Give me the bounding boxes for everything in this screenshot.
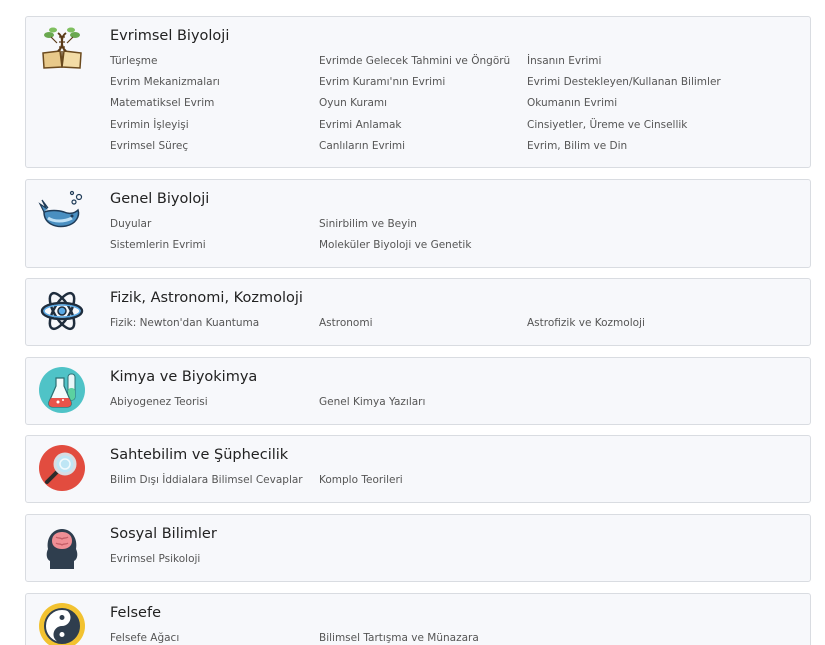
topic-link[interactable]: Bilimsel Tartışma ve Münazara xyxy=(319,632,479,644)
evolution-book-dna-icon xyxy=(38,25,86,73)
topic-link[interactable]: Matematiksel Evrim xyxy=(110,97,215,109)
category-title[interactable]: Fizik, Astronomi, Kozmoloji xyxy=(110,290,303,306)
magnifier-icon xyxy=(38,444,86,492)
topic-link[interactable]: Genel Kimya Yazıları xyxy=(319,396,426,408)
topic-link[interactable]: Evrim, Bilim ve Din xyxy=(527,140,628,152)
category-title[interactable]: Sosyal Bilimler xyxy=(110,526,217,542)
topic-link[interactable]: Moleküler Biyoloji ve Genetik xyxy=(319,239,472,251)
category-card-sahtebilim xyxy=(25,435,811,503)
category-card-evrimsel-biyoloji xyxy=(25,16,811,168)
yin-yang-icon xyxy=(38,602,86,645)
topic-link[interactable]: Okumanın Evrimi xyxy=(527,97,618,109)
category-card-kimya xyxy=(25,357,811,425)
category-card-genel-biyoloji xyxy=(25,179,811,268)
topic-link[interactable]: Evrimi Destekleyen/Kullanan Bilimler xyxy=(527,76,721,88)
topic-link[interactable]: Komplo Teorileri xyxy=(319,474,403,486)
category-card-sosyal-bilimler xyxy=(25,514,811,582)
category-title[interactable]: Genel Biyoloji xyxy=(110,191,210,207)
whale-icon xyxy=(38,188,86,236)
topic-link[interactable]: Astronomi xyxy=(319,317,373,329)
topic-link[interactable]: Evrimin İşleyişi xyxy=(110,119,189,131)
topic-link[interactable]: İnsanın Evrimi xyxy=(527,55,602,67)
topic-link[interactable]: Evrimde Gelecek Tahmini ve Öngörü xyxy=(319,55,511,67)
chemistry-flask-icon xyxy=(38,366,86,414)
category-title[interactable]: Evrimsel Biyoloji xyxy=(110,28,230,44)
topic-link[interactable]: Fizik: Newton'dan Kuantuma xyxy=(110,317,260,329)
category-title[interactable]: Kimya ve Biyokimya xyxy=(110,369,258,385)
topic-link[interactable]: Duyular xyxy=(110,218,152,230)
topic-link[interactable]: Sinirbilim ve Beyin xyxy=(319,218,417,230)
topic-link[interactable]: Evrimsel Psikoloji xyxy=(110,553,201,565)
topic-link[interactable]: Oyun Kuramı xyxy=(319,97,388,109)
topic-link[interactable]: Sistemlerin Evrimi xyxy=(110,239,206,251)
topic-link[interactable]: Evrimi Anlamak xyxy=(319,119,402,131)
category-card-felsefe xyxy=(25,593,811,645)
category-title[interactable]: Felsefe xyxy=(110,605,161,621)
topic-link[interactable]: Felsefe Ağacı xyxy=(110,632,180,644)
topic-link[interactable]: Bilim Dışı İddialara Bilimsel Cevaplar xyxy=(110,474,303,486)
atom-icon xyxy=(38,287,86,335)
topic-link[interactable]: Astrofizik ve Kozmoloji xyxy=(527,317,645,329)
topic-link[interactable]: Evrim Mekanizmaları xyxy=(110,76,220,88)
topic-link[interactable]: Canlıların Evrimi xyxy=(319,140,406,152)
category-card-fizik xyxy=(25,278,811,346)
topic-link[interactable]: Evrimsel Süreç xyxy=(110,140,189,152)
topic-link[interactable]: Abiyogenez Teorisi xyxy=(110,396,208,408)
topic-link[interactable]: Türleşme xyxy=(110,55,158,67)
category-title[interactable]: Sahtebilim ve Şüphecilik xyxy=(110,447,289,463)
topic-link[interactable]: Cinsiyetler, Üreme ve Cinsellik xyxy=(527,119,688,131)
topic-link[interactable]: Evrim Kuramı'nın Evrimi xyxy=(319,76,446,88)
head-brain-icon xyxy=(38,523,86,571)
